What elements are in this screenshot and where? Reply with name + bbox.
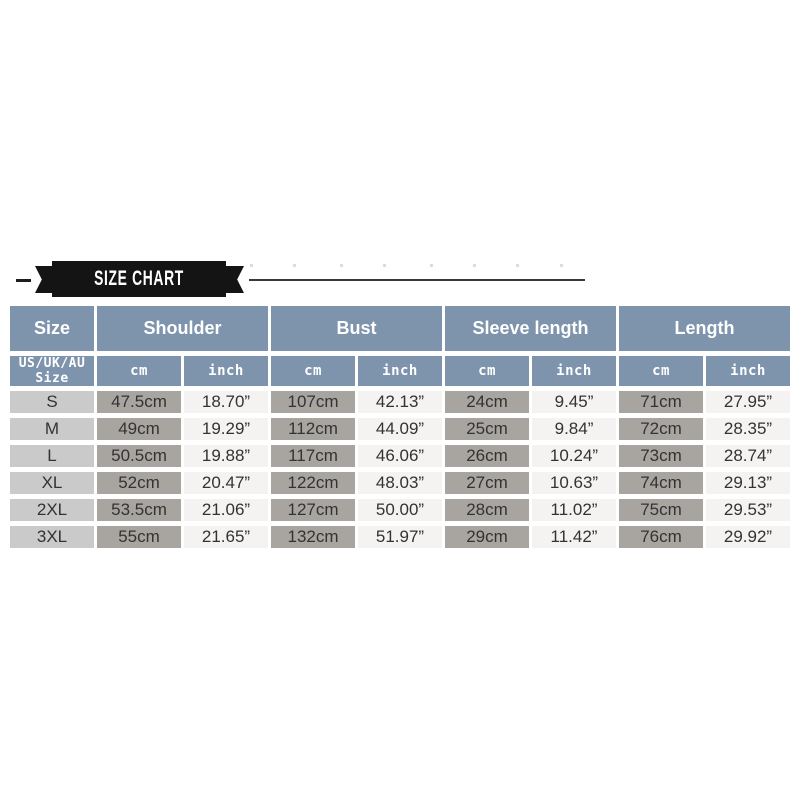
- measure-cell: 107cm: [271, 391, 355, 413]
- subheader-size-system: [10, 356, 94, 386]
- watermark-dot: [473, 264, 476, 267]
- unit-header: cm: [445, 356, 529, 386]
- measure-cell: 132cm: [271, 526, 355, 548]
- measure-cell: 50.5cm: [97, 445, 181, 467]
- measure-cell: 9.84”: [532, 418, 616, 440]
- ribbon-tail-right: [226, 266, 244, 293]
- col-header-length: Length: [619, 306, 790, 351]
- measure-cell: 74cm: [619, 472, 703, 494]
- measure-cell: 25cm: [445, 418, 529, 440]
- measure-cell: 72cm: [619, 418, 703, 440]
- watermark-dot: [516, 264, 519, 267]
- col-header-shoulder: Shoulder: [97, 306, 268, 351]
- measure-cell: 46.06”: [358, 445, 442, 467]
- measure-cell: 19.88”: [184, 445, 268, 467]
- measure-cell: 112cm: [271, 418, 355, 440]
- watermark-dot: [340, 264, 343, 267]
- watermark-dot: [250, 264, 253, 267]
- size-cell: XL: [10, 472, 94, 494]
- measure-cell: 18.70”: [184, 391, 268, 413]
- col-header-bust: Bust: [271, 306, 442, 351]
- measure-cell: 122cm: [271, 472, 355, 494]
- left-dash-decoration: [16, 279, 31, 282]
- measure-cell: 51.97”: [358, 526, 442, 548]
- measure-cell: 42.13”: [358, 391, 442, 413]
- size-chart-title: SIZE CHART: [94, 267, 184, 290]
- measure-cell: 28cm: [445, 499, 529, 521]
- measure-cell: 117cm: [271, 445, 355, 467]
- measure-cell: 11.02”: [532, 499, 616, 521]
- measure-cell: 20.47”: [184, 472, 268, 494]
- col-header-size: Size: [10, 306, 94, 351]
- measure-cell: 75cm: [619, 499, 703, 521]
- measure-cell: 27cm: [445, 472, 529, 494]
- measure-cell: 29.13”: [706, 472, 790, 494]
- subheader-size-line2: Size: [35, 371, 69, 386]
- size-cell: S: [10, 391, 94, 413]
- measure-cell: 29.53”: [706, 499, 790, 521]
- size-table: [10, 306, 790, 548]
- measure-cell: 55cm: [97, 526, 181, 548]
- measure-cell: 29cm: [445, 526, 529, 548]
- measure-cell: 26cm: [445, 445, 529, 467]
- unit-header: cm: [271, 356, 355, 386]
- unit-header: inch: [184, 356, 268, 386]
- measure-cell: 48.03”: [358, 472, 442, 494]
- measure-cell: 44.09”: [358, 418, 442, 440]
- size-cell: M: [10, 418, 94, 440]
- measure-cell: 53.5cm: [97, 499, 181, 521]
- measure-cell: 19.29”: [184, 418, 268, 440]
- watermark-dot: [560, 264, 563, 267]
- unit-header: cm: [97, 356, 181, 386]
- measure-cell: 52cm: [97, 472, 181, 494]
- horizontal-rule: [249, 279, 585, 281]
- unit-header: inch: [532, 356, 616, 386]
- measure-cell: 10.63”: [532, 472, 616, 494]
- measure-cell: 73cm: [619, 445, 703, 467]
- unit-header: inch: [358, 356, 442, 386]
- measure-cell: 29.92”: [706, 526, 790, 548]
- measure-cell: 47.5cm: [97, 391, 181, 413]
- size-chart-ribbon: [52, 261, 226, 297]
- measure-cell: 28.74”: [706, 445, 790, 467]
- measure-cell: 24cm: [445, 391, 529, 413]
- measure-cell: 127cm: [271, 499, 355, 521]
- measure-cell: 21.65”: [184, 526, 268, 548]
- measure-cell: 27.95”: [706, 391, 790, 413]
- ribbon-tail-left: [35, 266, 53, 293]
- measure-cell: 50.00”: [358, 499, 442, 521]
- watermark-dot: [383, 264, 386, 267]
- measure-cell: 49cm: [97, 418, 181, 440]
- measure-cell: 10.24”: [532, 445, 616, 467]
- measure-cell: 71cm: [619, 391, 703, 413]
- size-cell: 2XL: [10, 499, 94, 521]
- subheader-size-line1: US/UK/AU: [18, 356, 86, 371]
- watermark-dot: [293, 264, 296, 267]
- measure-cell: 76cm: [619, 526, 703, 548]
- measure-cell: 21.06”: [184, 499, 268, 521]
- size-cell: L: [10, 445, 94, 467]
- size-cell: 3XL: [10, 526, 94, 548]
- measure-cell: 28.35”: [706, 418, 790, 440]
- unit-header: inch: [706, 356, 790, 386]
- col-header-sleeve-length: Sleeve length: [445, 306, 616, 351]
- watermark-dot: [430, 264, 433, 267]
- measure-cell: 9.45”: [532, 391, 616, 413]
- unit-header: cm: [619, 356, 703, 386]
- measure-cell: 11.42”: [532, 526, 616, 548]
